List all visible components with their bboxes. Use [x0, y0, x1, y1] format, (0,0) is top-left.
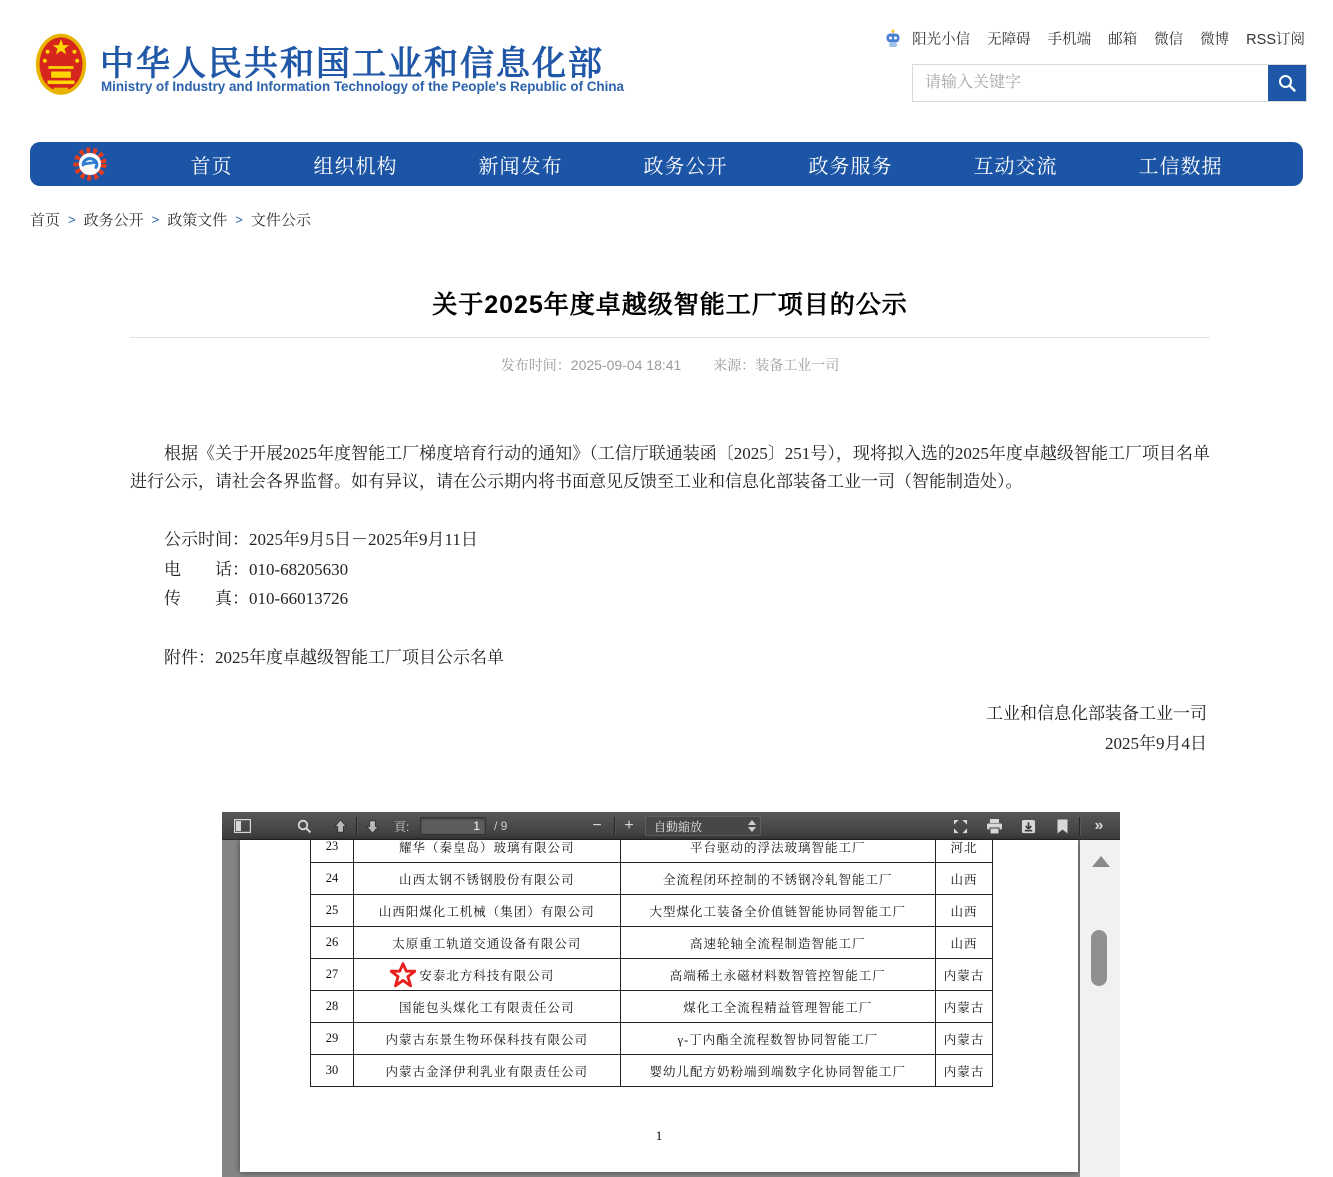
table-row	[311, 927, 993, 959]
nav-item-gov-disclosure[interactable]: 政务公开	[643, 155, 728, 178]
nav-items	[150, 150, 1303, 179]
attachment-link[interactable]: 附件：2025年度卓越级智能工厂项目公示名单	[164, 648, 504, 667]
row-company: 太原重工轨道交通设备有限公司	[353, 927, 620, 959]
table-row	[311, 991, 993, 1023]
row-company: 耀华（秦皇岛）玻璃有限公司	[353, 840, 620, 863]
row-province: 内蒙古	[936, 959, 993, 991]
red-star-annotation-icon	[390, 962, 416, 988]
zoom-select-value: 自動縮放	[654, 819, 703, 834]
site-title-english: Ministry of Industry and Information Technology of the People's Republic of China	[101, 79, 624, 94]
page-label: 頁:	[394, 819, 410, 834]
print-button[interactable]	[982, 812, 1006, 840]
sidebar-toggle-icon	[234, 819, 251, 833]
row-no: 29	[311, 1023, 354, 1055]
row-no: 23	[311, 840, 354, 863]
row-company	[353, 959, 620, 991]
fullscreen-icon	[953, 819, 968, 834]
nav-logo-slot	[30, 147, 150, 181]
publicity-period-line: 公示时间：2025年9月5日－2025年9月11日	[164, 530, 478, 549]
quick-link-weibo[interactable]: 微博	[1200, 32, 1230, 48]
pdf-content-area	[222, 840, 1120, 1177]
phone-line: 电 话：010-68205630	[164, 560, 349, 579]
nav-item-interaction[interactable]: 互动交流	[973, 155, 1058, 178]
signature-department: 工业和信息化部装备工业一司	[986, 704, 1207, 723]
sunshine-robot-icon	[883, 29, 903, 49]
search-bar	[912, 64, 1307, 102]
row-company: 内蒙古金泽伊利乳业有限责任公司	[353, 1055, 620, 1087]
find-icon	[297, 819, 312, 834]
row-province: 山西	[936, 895, 993, 927]
row-no: 26	[311, 927, 354, 959]
bookmark-button[interactable]	[1050, 812, 1074, 840]
site-title: 中华人民共和国工业和信息化部	[100, 45, 604, 83]
search-input[interactable]	[913, 65, 1268, 101]
breadcrumb-separator: >	[151, 212, 160, 227]
row-no: 30	[311, 1055, 354, 1087]
article-meta	[130, 355, 1210, 375]
article-source: 来源：装备工业一司	[713, 357, 840, 373]
row-province: 内蒙古	[936, 991, 993, 1023]
row-company: 国能包头煤化工有限责任公司	[353, 991, 620, 1023]
print-icon	[986, 819, 1003, 834]
quick-links-bar	[883, 28, 1305, 49]
download-button[interactable]	[1016, 812, 1040, 840]
breadcrumb-separator: >	[68, 212, 76, 227]
fax-line: 传 真：010-66013726	[164, 589, 349, 608]
row-company: 山西阳煤化工机械（集团）有限公司	[353, 895, 620, 927]
pdf-page	[240, 840, 1078, 1172]
miit-gear-e-icon	[73, 147, 107, 181]
row-province: 山西	[936, 863, 993, 895]
row-province: 山西	[936, 927, 993, 959]
pdf-toolbar	[222, 812, 1120, 840]
pdf-viewer	[222, 812, 1120, 1177]
row-no: 25	[311, 895, 354, 927]
title-divider	[130, 337, 1210, 338]
toolbar-separator	[356, 817, 357, 835]
signature-date: 2025年9月4日	[1105, 734, 1207, 753]
table-row	[311, 863, 993, 895]
table-row-starred	[311, 959, 993, 991]
breadcrumb-policy-files[interactable]: 政策文件	[167, 212, 228, 229]
nav-item-miit-data[interactable]: 工信数据	[1138, 155, 1223, 178]
row-project: 高端稀土永磁材料数智管控智能工厂	[620, 959, 935, 991]
row-no: 27	[311, 959, 354, 991]
row-project: 平台驱动的浮法玻璃智能工厂	[620, 840, 935, 863]
row-no: 28	[311, 991, 354, 1023]
article-body	[130, 440, 1210, 496]
table-row	[311, 1055, 993, 1087]
nav-item-news[interactable]: 新闻发布	[478, 155, 563, 178]
breadcrumb-home[interactable]: 首页	[30, 212, 61, 229]
row-project: 煤化工全流程精益管理智能工厂	[620, 991, 935, 1023]
arrow-up-icon	[333, 819, 348, 834]
breadcrumb	[30, 209, 311, 230]
article-title: 关于2025年度卓越级智能工厂项目的公示	[432, 291, 908, 319]
quick-link-wechat[interactable]: 微信	[1154, 32, 1184, 48]
row-province: 内蒙古	[936, 1023, 993, 1055]
row-province: 内蒙古	[936, 1055, 993, 1087]
page-up-button[interactable]	[328, 812, 352, 840]
page-down-button[interactable]	[360, 812, 384, 840]
more-tools-button[interactable]: »	[1094, 817, 1104, 834]
table-row	[311, 895, 993, 927]
row-province: 河北	[936, 840, 993, 863]
bookmark-icon	[1057, 819, 1068, 834]
smart-factory-table	[310, 840, 993, 1087]
scrollbar-thumb[interactable]	[1091, 930, 1107, 986]
breadcrumb-separator: >	[235, 212, 243, 227]
row-project: 全流程闭环控制的不锈钢冷轧智能工厂	[620, 863, 935, 895]
toolbar-separator	[614, 817, 615, 835]
row-no: 24	[311, 863, 354, 895]
nav-item-organization[interactable]: 组织机构	[313, 155, 398, 178]
zoom-out-button[interactable]: −	[592, 817, 602, 834]
publish-time: 发布时间：2025-09-04 18:41	[500, 357, 682, 373]
row-project: 高速轮轴全流程制造智能工厂	[620, 927, 935, 959]
download-icon	[1021, 819, 1036, 834]
page-number-input[interactable]	[420, 817, 486, 835]
row-project: 婴幼儿配方奶粉端到端数字化协同智能工厂	[620, 1055, 935, 1087]
row-company: 内蒙古东景生物环保科技有限公司	[353, 1023, 620, 1055]
nav-item-gov-services[interactable]: 政务服务	[808, 155, 893, 178]
pdf-scrollbar	[1080, 840, 1120, 1177]
pdf-page-number: 1	[655, 1128, 663, 1143]
zoom-in-button[interactable]: +	[624, 817, 634, 834]
main-nav	[30, 142, 1303, 186]
page-count-label: / 9	[494, 819, 508, 833]
presentation-mode-button[interactable]	[948, 812, 972, 840]
breadcrumb-gov-disclosure[interactable]: 政务公开	[83, 212, 144, 229]
row-company: 山西太钢不锈钢股份有限公司	[353, 863, 620, 895]
scrollbar-up-arrow[interactable]	[1092, 856, 1110, 867]
row-project: 大型煤化工装备全价值链智能协同智能工厂	[620, 895, 935, 927]
nav-item-home[interactable]: 首页	[190, 155, 233, 178]
select-arrows-icon	[748, 820, 756, 832]
quick-link-mail[interactable]: 邮箱	[1108, 32, 1138, 48]
row-project: γ-丁内酯全流程数智协同智能工厂	[620, 1023, 935, 1055]
row-company-text: 安泰北方科技有限公司	[419, 968, 555, 983]
quick-link-yangguangxiaoxin[interactable]: 阳光小信	[912, 32, 971, 48]
zoom-select[interactable]	[645, 816, 761, 836]
toolbar-separator	[1079, 817, 1080, 835]
quick-link-accessibility[interactable]: 无障碍	[987, 32, 1031, 48]
quick-link-rss[interactable]: RSS订阅	[1246, 32, 1305, 48]
table-row	[311, 1023, 993, 1055]
breadcrumb-file-publicity[interactable]: 文件公示	[250, 212, 311, 229]
search-icon	[1277, 73, 1297, 93]
sidebar-toggle-button[interactable]	[230, 812, 254, 840]
search-button[interactable]	[1268, 65, 1306, 101]
arrow-down-icon	[365, 819, 380, 834]
table-row	[311, 840, 993, 863]
find-button[interactable]	[292, 812, 316, 840]
article-paragraph: 根据《关于开展2025年度智能工厂梯度培育行动的通知》（工信厅联通装函〔2025〕251号），现将拟入选的2025年度卓越级智能工厂项目名单进行公示，请社会各界监督。如有异议，请在公示期内将书面意见反馈至工业和信息化部装备工业一司（智能制造处）。	[130, 444, 1210, 491]
national-emblem-logo	[34, 32, 88, 102]
quick-link-mobile[interactable]: 手机端	[1047, 32, 1092, 48]
